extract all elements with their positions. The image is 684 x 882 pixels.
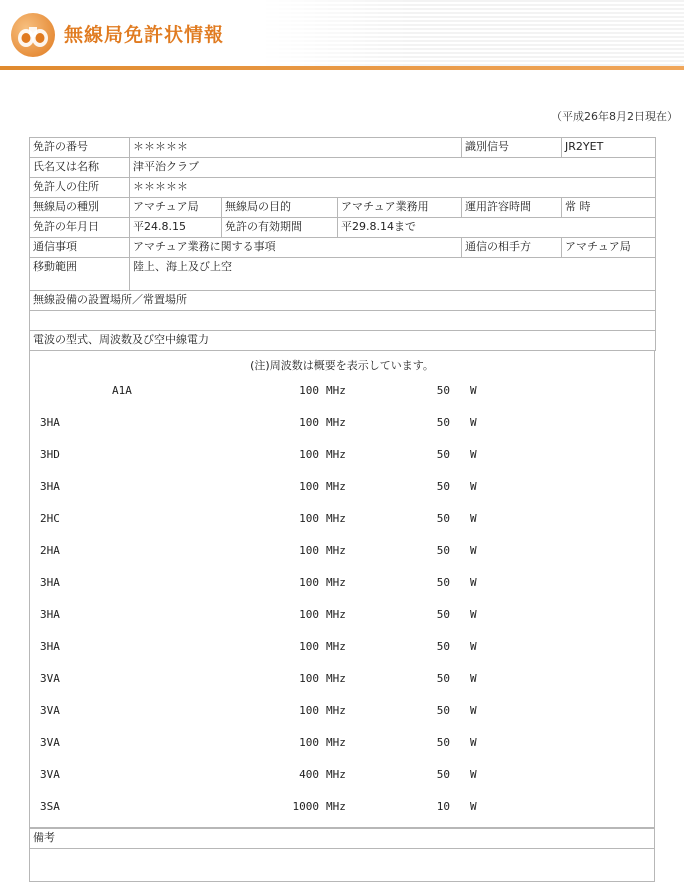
license-number-label: 免許の番号	[30, 138, 130, 158]
frequency-list	[29, 351, 655, 828]
table-row	[30, 218, 656, 238]
power-value: 50	[436, 384, 450, 397]
frequency-value: 100	[299, 416, 319, 429]
frequency-row	[30, 384, 654, 398]
table-row	[30, 198, 656, 218]
emission-type: 2HA	[40, 544, 60, 557]
frequency-unit: MHz	[326, 448, 346, 461]
emission-type: 3HA	[40, 480, 60, 493]
frequency-value: 400	[299, 768, 319, 781]
frequency-value: 100	[299, 640, 319, 653]
table-row	[30, 829, 655, 849]
power-value: 50	[436, 704, 450, 717]
frequency-value: 100	[299, 512, 319, 525]
frequency-row	[30, 736, 654, 750]
frequency-unit: MHz	[326, 576, 346, 589]
partner-label: 通信の相手方	[462, 238, 562, 258]
power-unit: W	[470, 704, 477, 717]
station-type-label: 無線局の種別	[30, 198, 130, 218]
page-header	[0, 0, 684, 72]
power-unit: W	[470, 576, 477, 589]
table-row	[30, 138, 656, 158]
table-row	[30, 258, 656, 291]
power-unit: W	[470, 608, 477, 621]
op-hours-value: 常 時	[562, 198, 656, 218]
op-hours-label: 運用許容時間	[462, 198, 562, 218]
power-unit: W	[470, 544, 477, 557]
frequency-value: 100	[299, 576, 319, 589]
frequency-row	[30, 416, 654, 430]
valid-period-label: 免許の有効期間	[222, 218, 338, 238]
emission-type: 3VA	[40, 768, 60, 781]
emission-type: 3HD	[40, 448, 60, 461]
license-date-value: 平24.8.15	[130, 218, 222, 238]
page-title: 無線局免許状情報	[64, 24, 225, 46]
power-unit: W	[470, 672, 477, 685]
header-rule	[0, 66, 684, 70]
frequency-value: 100	[299, 608, 319, 621]
power-unit: W	[470, 416, 477, 429]
header-stripes	[260, 0, 684, 66]
frequency-unit: MHz	[326, 512, 346, 525]
emission-type: 3VA	[40, 736, 60, 749]
remarks-label: 備考	[30, 829, 655, 849]
remarks-table	[29, 828, 655, 882]
purpose-value: アマチュア業務用	[338, 198, 462, 218]
frequency-value: 100	[299, 736, 319, 749]
emission-type: 3HA	[40, 640, 60, 653]
frequency-unit: MHz	[326, 800, 346, 813]
frequency-value: 100	[299, 448, 319, 461]
frequency-note: (注)周波数は概要を表示しています。	[250, 359, 434, 372]
address-label: 免許人の住所	[30, 178, 130, 198]
power-value: 10	[436, 800, 450, 813]
power-value: 50	[436, 672, 450, 685]
power-value: 50	[436, 512, 450, 525]
frequency-value: 100	[299, 480, 319, 493]
power-unit: W	[470, 768, 477, 781]
frequency-value: 100	[299, 384, 319, 397]
frequency-row	[30, 576, 654, 590]
table-row	[30, 158, 656, 178]
frequency-value: 100	[299, 544, 319, 557]
station-type-value: アマチュア局	[130, 198, 222, 218]
license-number-value: ＊＊＊＊＊	[130, 138, 462, 158]
table-row	[30, 849, 655, 882]
frequency-unit: MHz	[326, 736, 346, 749]
power-unit: W	[470, 736, 477, 749]
callsign-value: JR2YET	[562, 138, 656, 158]
frequency-unit: MHz	[326, 768, 346, 781]
emission-type: 3VA	[40, 704, 60, 717]
frequency-section-label: 電波の型式、周波数及び空中線電力	[30, 331, 656, 351]
callsign-label: 識別信号	[462, 138, 562, 158]
table-row	[30, 291, 656, 311]
frequency-value: 100	[299, 672, 319, 685]
emission-type: 3VA	[40, 672, 60, 685]
power-value: 50	[436, 736, 450, 749]
license-info-table	[29, 137, 656, 351]
purpose-label: 無線局の目的	[222, 198, 338, 218]
frequency-unit: MHz	[326, 704, 346, 717]
power-unit: W	[470, 448, 477, 461]
as-of-date: （平成26年8月2日現在）	[551, 110, 678, 123]
frequency-value: 1000	[292, 800, 319, 813]
power-value: 50	[436, 576, 450, 589]
comm-value: アマチュア業務に関する事項	[130, 238, 462, 258]
frequency-unit: MHz	[326, 480, 346, 493]
frequency-row	[30, 480, 654, 494]
frequency-unit: MHz	[326, 640, 346, 653]
frequency-row	[30, 672, 654, 686]
power-value: 50	[436, 640, 450, 653]
emission-type: 3HA	[40, 576, 60, 589]
binoculars-icon	[11, 13, 55, 57]
power-value: 50	[436, 448, 450, 461]
power-value: 50	[436, 768, 450, 781]
table-row	[30, 311, 656, 331]
name-label: 氏名又は名称	[30, 158, 130, 178]
power-value: 50	[436, 416, 450, 429]
range-label: 移動範囲	[30, 258, 130, 291]
frequency-row	[30, 768, 654, 782]
license-date-label: 免許の年月日	[30, 218, 130, 238]
emission-type: 3HA	[40, 608, 60, 621]
power-unit: W	[470, 384, 477, 397]
power-unit: W	[470, 480, 477, 493]
remarks-value	[30, 849, 655, 882]
emission-type: 2HC	[40, 512, 60, 525]
frequency-row	[30, 448, 654, 462]
table-row	[30, 238, 656, 258]
valid-period-value: 平29.8.14まで	[338, 218, 656, 238]
frequency-unit: MHz	[326, 672, 346, 685]
install-location-value	[30, 311, 656, 331]
frequency-value: 100	[299, 704, 319, 717]
emission-type: 3SA	[40, 800, 60, 813]
frequency-row	[30, 544, 654, 558]
comm-label: 通信事項	[30, 238, 130, 258]
emission-type: A1A	[112, 384, 132, 397]
table-row	[30, 331, 656, 351]
frequency-unit: MHz	[326, 416, 346, 429]
frequency-row	[30, 704, 654, 718]
range-value: 陸上、海上及び上空	[130, 258, 656, 291]
power-unit: W	[470, 800, 477, 813]
power-unit: W	[470, 640, 477, 653]
frequency-unit: MHz	[326, 384, 346, 397]
partner-value: アマチュア局	[562, 238, 656, 258]
install-location-label: 無線設備の設置場所／常置場所	[30, 291, 656, 311]
table-row	[30, 178, 656, 198]
frequency-row	[30, 800, 654, 814]
name-value: 津平治クラブ	[130, 158, 656, 178]
power-value: 50	[436, 608, 450, 621]
frequency-row	[30, 640, 654, 654]
frequency-row	[30, 608, 654, 622]
frequency-row	[30, 512, 654, 526]
address-value: ＊＊＊＊＊	[130, 178, 656, 198]
power-value: 50	[436, 480, 450, 493]
frequency-unit: MHz	[326, 608, 346, 621]
frequency-unit: MHz	[326, 544, 346, 557]
emission-type: 3HA	[40, 416, 60, 429]
power-unit: W	[470, 512, 477, 525]
power-value: 50	[436, 544, 450, 557]
